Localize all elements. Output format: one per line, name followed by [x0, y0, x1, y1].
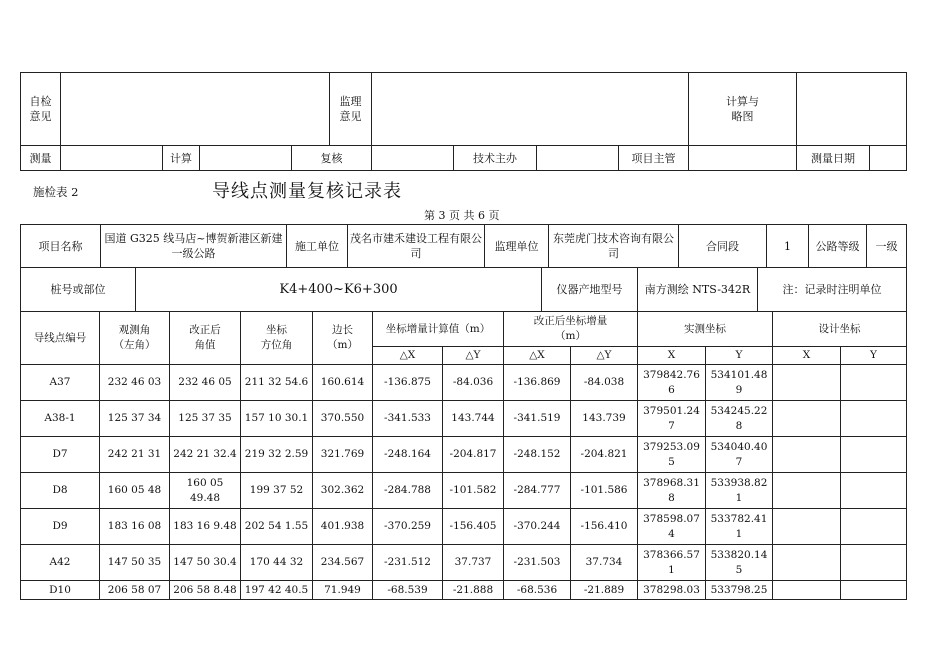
cell-gx[interactable]	[773, 473, 841, 509]
cell-cdx: -341.519	[504, 401, 571, 437]
cell-x: 379842.766	[638, 365, 706, 401]
cell-dy: -21.888	[443, 581, 504, 600]
cell-dx: -68.539	[373, 581, 443, 600]
cell-dx: -231.512	[373, 545, 443, 581]
calc-sketch-label: 计算与 略图	[689, 73, 797, 146]
cell-cdy: -204.821	[571, 437, 638, 473]
table-row	[21, 581, 907, 600]
cell-x: 378298.03	[638, 581, 706, 600]
grade-label: 公路等级	[809, 225, 867, 268]
cell-corrected: 147 50 30.4	[170, 545, 241, 581]
cell-gy[interactable]	[841, 365, 907, 401]
cell-corrected: 242 21 32.4	[170, 437, 241, 473]
cell-edge: 370.550	[313, 401, 373, 437]
cell-x: 378366.571	[638, 545, 706, 581]
date-field[interactable]	[870, 146, 907, 171]
cell-point: A42	[21, 545, 100, 581]
calc-field[interactable]	[200, 146, 292, 171]
table-row	[21, 473, 907, 509]
cell-cdx: -370.244	[504, 509, 571, 545]
cell-cdy: -84.038	[571, 365, 638, 401]
measure-label: 测量	[21, 146, 61, 171]
cell-corrected: 125 37 35	[170, 401, 241, 437]
cell-cdy: -156.410	[571, 509, 638, 545]
cell-gx[interactable]	[773, 509, 841, 545]
col-gx: X	[773, 347, 841, 365]
cell-gx[interactable]	[773, 581, 841, 600]
tech-lead-label: 技术主办	[454, 146, 537, 171]
col-cdy: △Y	[571, 347, 638, 365]
cell-edge: 71.949	[313, 581, 373, 600]
cell-point: A38-1	[21, 401, 100, 437]
cell-point: D10	[21, 581, 100, 600]
cell-dx: -370.259	[373, 509, 443, 545]
cell-corrected: 160 05 49.48	[170, 473, 241, 509]
builder-label: 施工单位	[287, 225, 348, 268]
cell-dx: -341.533	[373, 401, 443, 437]
cell-cdy: 143.739	[571, 401, 638, 437]
cell-cdx: -284.777	[504, 473, 571, 509]
cell-gx[interactable]	[773, 365, 841, 401]
pm-field[interactable]	[689, 146, 797, 171]
form-number: 施检表 2	[33, 185, 79, 199]
self-check-label: 自检 意见	[21, 73, 61, 146]
cell-dy: -101.582	[443, 473, 504, 509]
col-corr-inc: 改正后坐标增量 （m）	[504, 312, 638, 347]
cell-angle: 125 37 34	[100, 401, 170, 437]
table-row	[21, 401, 907, 437]
cell-y: 533798.25	[706, 581, 773, 600]
cell-azimuth: 170 44 32	[241, 545, 313, 581]
table-row	[21, 509, 907, 545]
project-name-label: 项目名称	[21, 225, 101, 268]
pm-label: 项目主管	[619, 146, 689, 171]
cell-azimuth: 219 32 2.59	[241, 437, 313, 473]
builder-name: 茂名市建禾建设工程有限公司	[348, 225, 485, 268]
page-title: 导线点测量复核记录表	[212, 181, 402, 202]
col-edge: 边长 （m）	[313, 312, 373, 365]
cell-angle: 183 16 08	[100, 509, 170, 545]
col-y: Y	[706, 347, 773, 365]
cell-gx[interactable]	[773, 437, 841, 473]
contract-value: 1	[767, 225, 809, 268]
signoff-table	[20, 72, 907, 171]
pile-info-table	[20, 267, 907, 312]
col-cdx: △X	[504, 347, 571, 365]
col-design: 设计坐标	[773, 312, 907, 347]
pile-value: K4+400~K6+300	[136, 268, 542, 312]
cell-dy: -204.817	[443, 437, 504, 473]
page-counter: 第 3 页 共 6 页	[424, 209, 500, 222]
col-angle: 观测角 （左角）	[100, 312, 170, 365]
cell-cdy: -21.889	[571, 581, 638, 600]
cell-gy[interactable]	[841, 545, 907, 581]
review-label: 复核	[292, 146, 372, 171]
cell-azimuth: 202 54 1.55	[241, 509, 313, 545]
review-field[interactable]	[372, 146, 454, 171]
grade-value: 一级	[867, 225, 907, 268]
cell-cdx: -136.869	[504, 365, 571, 401]
col-gy: Y	[841, 347, 907, 365]
cell-y: 533938.821	[706, 473, 773, 509]
cell-y: 533820.145	[706, 545, 773, 581]
contract-label: 合同段	[679, 225, 767, 268]
measure-field[interactable]	[61, 146, 163, 171]
cell-angle: 242 21 31	[100, 437, 170, 473]
cell-y: 534245.228	[706, 401, 773, 437]
col-corrected: 改正后 角值	[170, 312, 241, 365]
cell-azimuth: 197 42 40.5	[241, 581, 313, 600]
col-azimuth: 坐标 方位角	[241, 312, 313, 365]
col-point: 导线点编号	[21, 312, 100, 365]
cell-corrected: 206 58 8.48	[170, 581, 241, 600]
calc-sketch-field[interactable]	[797, 73, 907, 146]
project-name: 国道 G325 线马店~博贺新港区新建一级公路	[101, 225, 287, 268]
cell-cdx: -231.503	[504, 545, 571, 581]
cell-cdx: -248.152	[504, 437, 571, 473]
cell-corrected: 183 16 9.48	[170, 509, 241, 545]
cell-azimuth: 199 37 52	[241, 473, 313, 509]
cell-angle: 206 58 07	[100, 581, 170, 600]
instrument-value: 南方测绘 NTS-342R	[638, 268, 758, 312]
col-dy: △Y	[443, 347, 504, 365]
project-info-table	[20, 224, 907, 268]
cell-y: 534040.407	[706, 437, 773, 473]
cell-edge: 160.614	[313, 365, 373, 401]
cell-edge: 302.362	[313, 473, 373, 509]
cell-angle: 147 50 35	[100, 545, 170, 581]
cell-gx[interactable]	[773, 401, 841, 437]
cell-gy[interactable]	[841, 581, 907, 600]
cell-gy[interactable]	[841, 401, 907, 437]
cell-cdy: 37.734	[571, 545, 638, 581]
table-row	[21, 437, 907, 473]
calc-label: 计算	[163, 146, 200, 171]
pile-label: 桩号或部位	[21, 268, 136, 312]
cell-azimuth: 211 32 54.6	[241, 365, 313, 401]
table-row	[21, 365, 907, 401]
cell-angle: 160 05 48	[100, 473, 170, 509]
traverse-data-table	[20, 311, 907, 600]
cell-gx[interactable]	[773, 545, 841, 581]
cell-dx: -136.875	[373, 365, 443, 401]
cell-dy: 37.737	[443, 545, 504, 581]
cell-gy[interactable]	[841, 509, 907, 545]
date-label: 测量日期	[797, 146, 870, 171]
cell-dy: -84.036	[443, 365, 504, 401]
cell-dy: 143.744	[443, 401, 504, 437]
cell-cdx: -68.536	[504, 581, 571, 600]
cell-x: 379253.095	[638, 437, 706, 473]
cell-cdy: -101.586	[571, 473, 638, 509]
table-row	[21, 545, 907, 581]
cell-dy: -156.405	[443, 509, 504, 545]
cell-point: D8	[21, 473, 100, 509]
cell-x: 379501.247	[638, 401, 706, 437]
cell-y: 533782.411	[706, 509, 773, 545]
cell-edge: 321.769	[313, 437, 373, 473]
col-measured: 实测坐标	[638, 312, 773, 347]
instrument-label: 仪器产地型号	[542, 268, 638, 312]
cell-x: 378968.318	[638, 473, 706, 509]
col-calc-inc: 坐标增量计算值（m）	[373, 312, 504, 347]
note: 注：记录时注明单位	[758, 268, 907, 312]
supervisor-name: 东莞虎门技术咨询有限公司	[549, 225, 679, 268]
cell-point: A37	[21, 365, 100, 401]
cell-point: D7	[21, 437, 100, 473]
supervision-label: 监理 意见	[330, 73, 372, 146]
cell-gy[interactable]	[841, 473, 907, 509]
cell-edge: 234.567	[313, 545, 373, 581]
col-dx: △X	[373, 347, 443, 365]
col-x: X	[638, 347, 706, 365]
cell-azimuth: 157 10 30.1	[241, 401, 313, 437]
cell-point: D9	[21, 509, 100, 545]
cell-dx: -284.788	[373, 473, 443, 509]
supervision-field[interactable]	[372, 73, 689, 146]
cell-angle: 232 46 03	[100, 365, 170, 401]
cell-dx: -248.164	[373, 437, 443, 473]
cell-y: 534101.489	[706, 365, 773, 401]
tech-lead-field[interactable]	[537, 146, 619, 171]
self-check-field[interactable]	[61, 73, 330, 146]
cell-x: 378598.074	[638, 509, 706, 545]
cell-corrected: 232 46 05	[170, 365, 241, 401]
supervisor-label: 监理单位	[485, 225, 549, 268]
cell-edge: 401.938	[313, 509, 373, 545]
cell-gy[interactable]	[841, 437, 907, 473]
